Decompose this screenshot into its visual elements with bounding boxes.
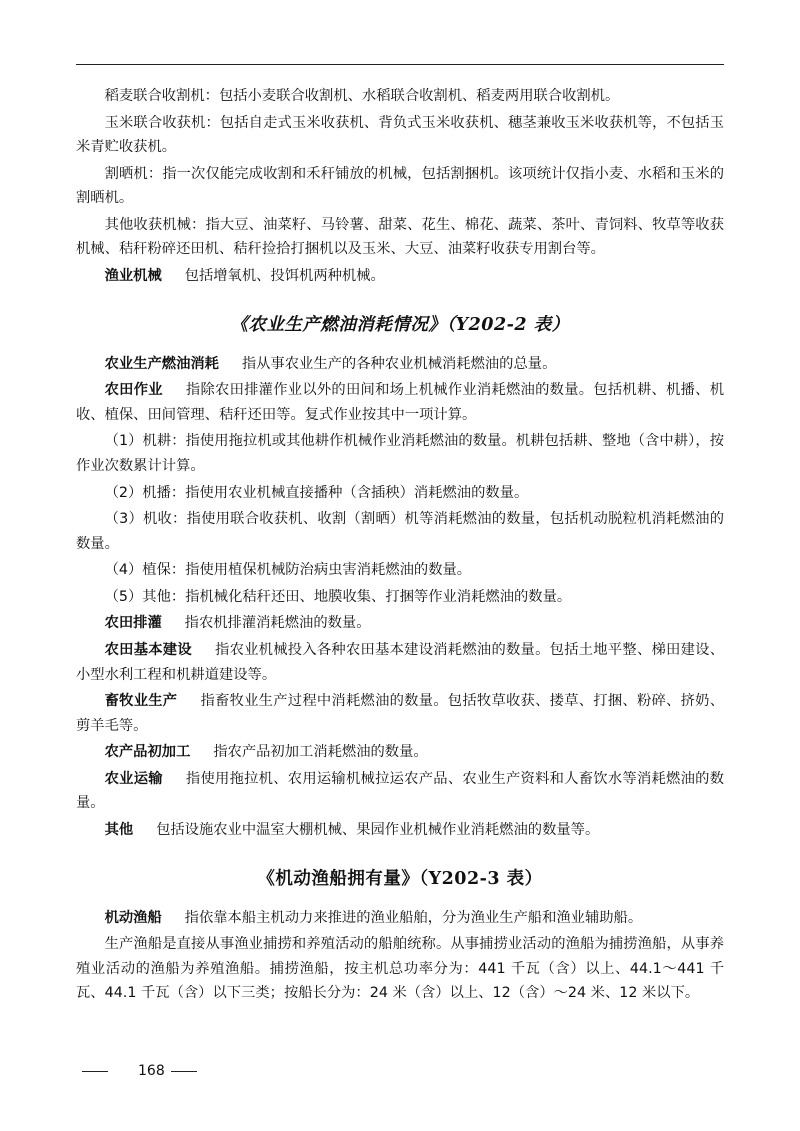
term-label: 农业生产燃油消耗 — [104, 355, 219, 372]
paragraph — [76, 558, 724, 583]
paragraph — [76, 932, 724, 1006]
paragraph — [76, 638, 724, 687]
paragraph-text: 指农业机械投入各种农田基本建设消耗燃油的数量。包括土地平整、梯田建设、小型水利工程和机耕道建设等。 — [76, 641, 724, 683]
footer-dash-left-icon — [82, 1071, 108, 1072]
paragraph — [76, 213, 724, 262]
paragraph — [76, 84, 724, 109]
paragraph — [76, 585, 724, 610]
paragraph — [76, 111, 724, 160]
page-content — [76, 84, 724, 1008]
paragraph-text: 包括小麦联合收割机、水稻联合收割机、稻麦两用联合收割机。 — [218, 88, 620, 104]
top-rule-divider — [76, 64, 724, 65]
paragraph — [76, 767, 724, 816]
paragraph-text: 玉米联合收获机： — [104, 114, 220, 131]
paragraph-text: （5）其他：指机械化秸秆还田、地膜收集、打捆等作业消耗燃油的数量。 — [104, 588, 572, 605]
section-title-y202-2: 《农业生产燃油消耗情况》（Y202-2 表） — [230, 314, 570, 335]
paragraph-text: 指农产品初加工消耗燃油的数量。 — [213, 744, 428, 761]
term-label: 机动渔船 — [104, 909, 162, 926]
term-label: 农产品初加工 — [104, 744, 191, 761]
paragraph — [76, 481, 724, 506]
page-number: 168 — [138, 1063, 165, 1079]
paragraph — [76, 507, 724, 556]
paragraph — [76, 689, 724, 738]
term-label: 渔业机械 — [104, 268, 162, 285]
paragraph-text: 指农机排灌消耗燃油的数量。 — [184, 615, 371, 632]
paragraph-text: 稻麦联合收割机： — [104, 88, 219, 104]
term-label: 农田排灌 — [104, 615, 162, 632]
paragraph-text: 指畜牧业生产过程中消耗燃油的数量。包括牧草收获、搂草、打捆、粉碎、挤奶、剪羊毛等。 — [76, 693, 724, 734]
paragraph — [76, 429, 724, 478]
paragraph — [76, 264, 724, 289]
paragraph-text: 生产渔船是直接从事渔业捕捞和养殖活动的船舶统称。从事捕捞业活动的渔船为捕捞渔船，从事养殖业活动的渔船为养殖渔船。捕捞渔船，按主机总功率分为：441 千瓦（含）以上、44.1～441 千瓦、44.1 千瓦（含）以下三类；按船长分为：24 米（含）以上、12（含）～24 米、12 米以下。 — [76, 936, 724, 1002]
paragraph-text: 包括自走式玉米收获机、背负式玉米收获机、穗茎兼收玉米收获机等，不包括玉米青贮收获机。 — [76, 114, 725, 156]
paragraph-text: 割晒机： — [104, 165, 163, 182]
term-label: 农田作业 — [104, 382, 163, 399]
footer-dash-right-icon — [171, 1071, 197, 1072]
paragraph-text: 指使用拖拉机、农用运输机械拉运农产品、农业生产资料和人畜饮水等消耗燃油的数量。 — [76, 770, 725, 812]
paragraph-text: （3）机收：指使用联合收获机、收割（割晒）机等消耗燃油的数量，包括机动脱粒机消耗燃油的数量。 — [76, 511, 724, 552]
paragraph-text: （1）机耕：指使用拖拉机或其他耕作机械作业消耗燃油的数量。机耕包括耕、整地（含中耕），按作业次数累计计算。 — [76, 433, 724, 474]
paragraph-text: 指一次仅能完成收割和禾秆铺放的机械，包括割捆机。该项统计仅指小麦、水稻和玉米的割晒机。 — [76, 165, 725, 207]
paragraph-text: （4）植保：指使用植保机械防治病虫害消耗燃油的数量。 — [104, 562, 472, 579]
paragraph-text: 包括设施农业中温室大棚机械、果园作业机械作业消耗燃油的数量等。 — [156, 822, 600, 839]
paragraph-text: 包括增氧机、投饵机两种机械。 — [184, 268, 385, 285]
paragraph-text: 其他收获机械： — [104, 216, 206, 233]
paragraph — [76, 378, 724, 427]
paragraph — [76, 818, 724, 843]
paragraph — [76, 162, 724, 211]
paragraph — [76, 740, 724, 765]
paragraph-text: 指从事农业生产的各种农业机械消耗燃油的总量。 — [241, 355, 557, 372]
term-label: 农业运输 — [104, 770, 163, 787]
term-label: 其他 — [104, 822, 134, 839]
paragraph-text: 指除农田排灌作业以外的田间和场上机械作业消耗燃油的数量。包括机耕、机播、机收、植保、田间管理、秸秆还田等。复式作业按其中一项计算。 — [76, 382, 725, 423]
paragraph — [76, 611, 724, 636]
term-label: 农田基本建设 — [104, 641, 192, 658]
page-footer — [76, 1063, 724, 1079]
term-label: 畜牧业生产 — [104, 693, 178, 710]
paragraph-text: （2）机播：指使用农业机械直接播种（含插秧）消耗燃油的数量。 — [104, 484, 529, 501]
paragraph — [76, 352, 724, 377]
paragraph-text: 指大豆、油菜籽、马铃薯、甜菜、花生、棉花、蔬菜、茶叶、青饲料、牧草等收获机械、秸秆粉碎还田机、秸秆捡拾打捆机以及玉米、大豆、油菜籽收获专用割台等。 — [76, 216, 725, 258]
paragraph — [76, 906, 724, 931]
section-title-y202-3: 《机动渔船拥有量》（Y202-3 表） — [257, 868, 543, 889]
paragraph-text: 指依靠本船主机动力来推进的渔业船舶，分为渔业生产船和渔业辅助船。 — [184, 909, 643, 926]
